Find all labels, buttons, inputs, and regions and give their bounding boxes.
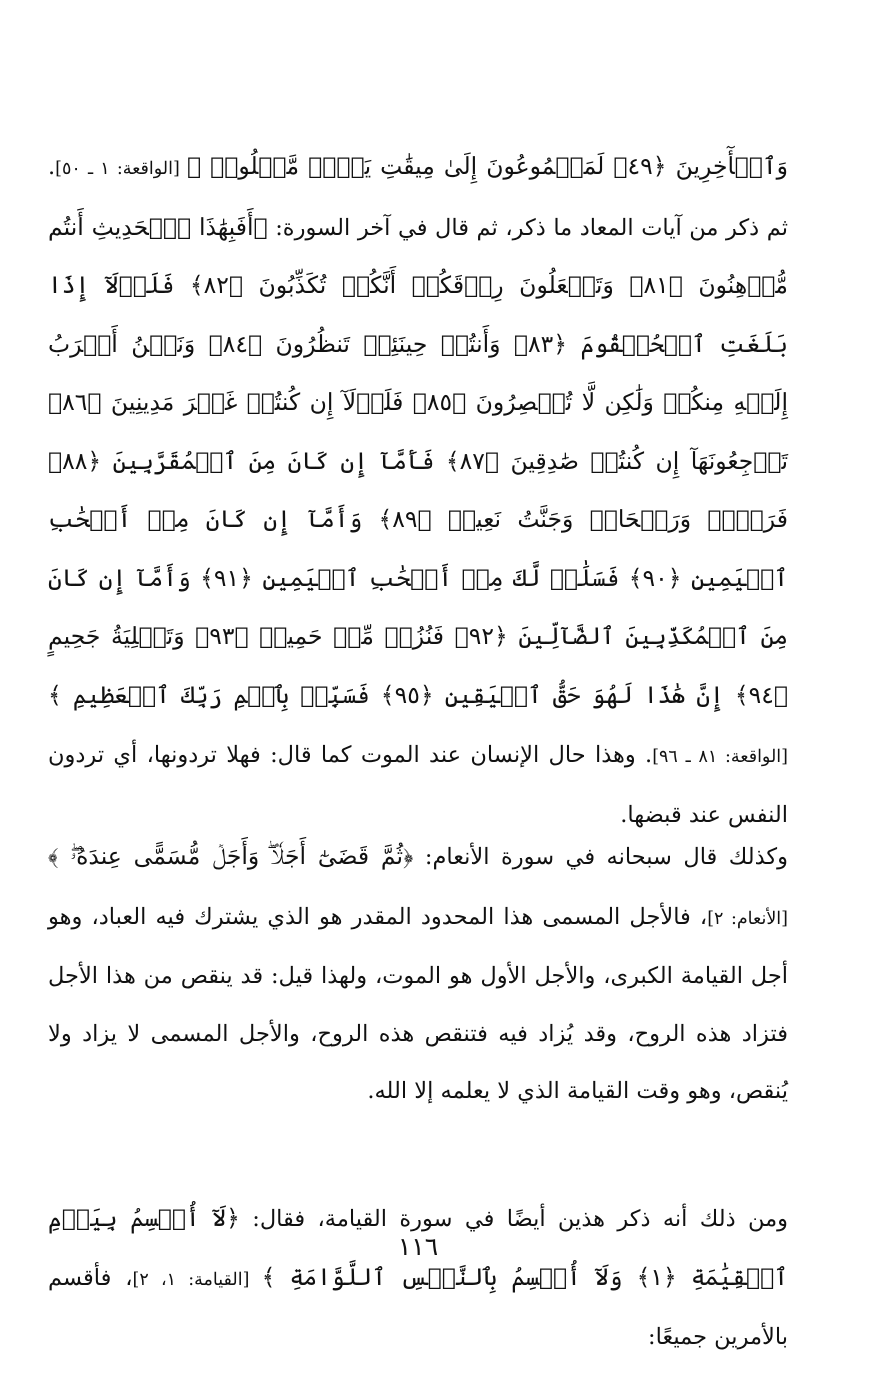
quran-verse: وَٱلۡأٓخِرِينَ ﴿٤٩﴾ لَمَجۡمُوعُونَ إِلَىٰ مِيقَٰتِ يَوۡمٖ مَّعۡلُومٖ ﴾ (187, 152, 788, 180)
quran-verse: ﴿لَآ أُقۡسِمُ بِيَوۡمِ ٱلۡقِيَٰمَةِ ﴿١﴾ وَلَآ أُقۡسِمُ بِٱلنَّفۡسِ ٱللَّوَّامَةِ ﴾ (48, 1204, 789, 1291)
body-text: . وهذا حال الإنسان عند الموت كما قال: فهلا تردونها، أي تردون النفس عند قبضها. (48, 742, 788, 828)
body-text: ، فأقسم بالأمرين جميعًا: (48, 1264, 788, 1350)
paragraph-2 (48, 828, 788, 1121)
paragraph-3 (48, 1190, 788, 1367)
body-text: ، فالأجل المسمى هذا المحدود المقدر هو الذي يشترك فيه العباد، وهو أجل القيامة الكبرى، والأجل الأول هو الموت، ولهذا قيل: قد ينقص من هذا الأجل فتزاد هذه الروح، وقد يُزاد فيه فتنقص هذه الروح، والأجل المسمى لا يزاد ولا يُنقص، وهو وقت القيامة الذي لا يعلمه إلا الله. (48, 903, 788, 1104)
quran-verse: ﴿أَفَبِهَٰذَا ٱلۡحَدِيثِ أَنتُم مُّدۡهِنُونَ ﴿٨١﴾ وَتَجۡعَلُونَ رِزۡقَكُمۡ أَنَّكُمۡ تُكَذِّبُونَ ﴿٨٢﴾ فَلَوۡلَآ إِذَا بَلَغَتِ ٱلۡحُلۡقُومَ ﴿٨٣﴾ وَأَنتُمۡ حِينَئِذٖ تَنظُرُونَ ﴿٨٤﴾ وَنَحۡنُ أَقۡرَبُ إِلَيۡهِ مِنكُمۡ وَلَٰكِن لَّا تُبۡصِرُونَ ﴿٨٥﴾ فَلَوۡلَآ إِن كُنتُمۡ غَيۡرَ مَدِينِينَ ﴿٨٦﴾ تَرۡجِعُونَهَآ إِن كُنتُمۡ صَٰدِقِينَ ﴿٨٧﴾ فَأَمَّآ إِن كَانَ مِنَ ٱلۡمُقَرَّبِينَ ﴿٨٨﴾ فَرَوۡحٞ وَرَيۡحَانٞ وَجَنَّتُ نَعِيمٖ ﴿٨٩﴾ وَأَمَّآ إِن كَانَ مِنۡ أَصۡحَٰبِ ٱلۡيَمِينِ ﴿٩٠﴾ فَسَلَٰمٞ لَّكَ مِنۡ أَصۡحَٰبِ ٱلۡيَمِينِ ﴿٩١﴾ وَأَمَّآ إِن كَانَ مِنَ ٱلۡمُكَذِّبِينَ ٱلضَّآلِّينَ ﴿٩٢﴾ فَنُزُلٞ مِّنۡ حَمِيمٖ ﴿٩٣﴾ وَتَصۡلِيَةُ جَحِيمٍ ﴿٩٤﴾ إِنَّ هَٰذَا لَهُوَ حَقُّ ٱلۡيَقِينِ ﴿٩٥﴾ فَسَبِّحۡ بِٱسۡمِ رَبِّكَ ٱلۡعَظِيمِ ﴾ (48, 212, 789, 709)
body-text: ومن ذلك أنه ذكر هذين أيضًا في سورة القيامة، فقال: (239, 1206, 788, 1232)
verse-reference: [القيامة: ١، ٢] (132, 1269, 262, 1290)
page-number: ١١٦ (397, 1232, 439, 1261)
body-text: . ثم ذكر من آيات المعاد ما ذكر، ثم قال في آخر السورة: (48, 154, 788, 241)
quran-verse: ﴿ثُمَّ قَضَىٰٓ أَجَلٗاۖ وَأَجَلٞ مُّسَمًّى عِندَهُۥۖ ﴾ (48, 842, 414, 870)
body-text: وكذلك قال سبحانه في سورة الأنعام: (413, 844, 788, 870)
verse-reference: [الواقعة: ١ ـ ٥٠] (55, 159, 187, 179)
book-page (48, 120, 789, 1350)
paragraph-1 (48, 138, 788, 844)
verse-reference: [الواقعة: ٨١ ـ ٩٦] (652, 747, 788, 767)
verse-reference: [الأنعام: ٢] (707, 908, 788, 929)
